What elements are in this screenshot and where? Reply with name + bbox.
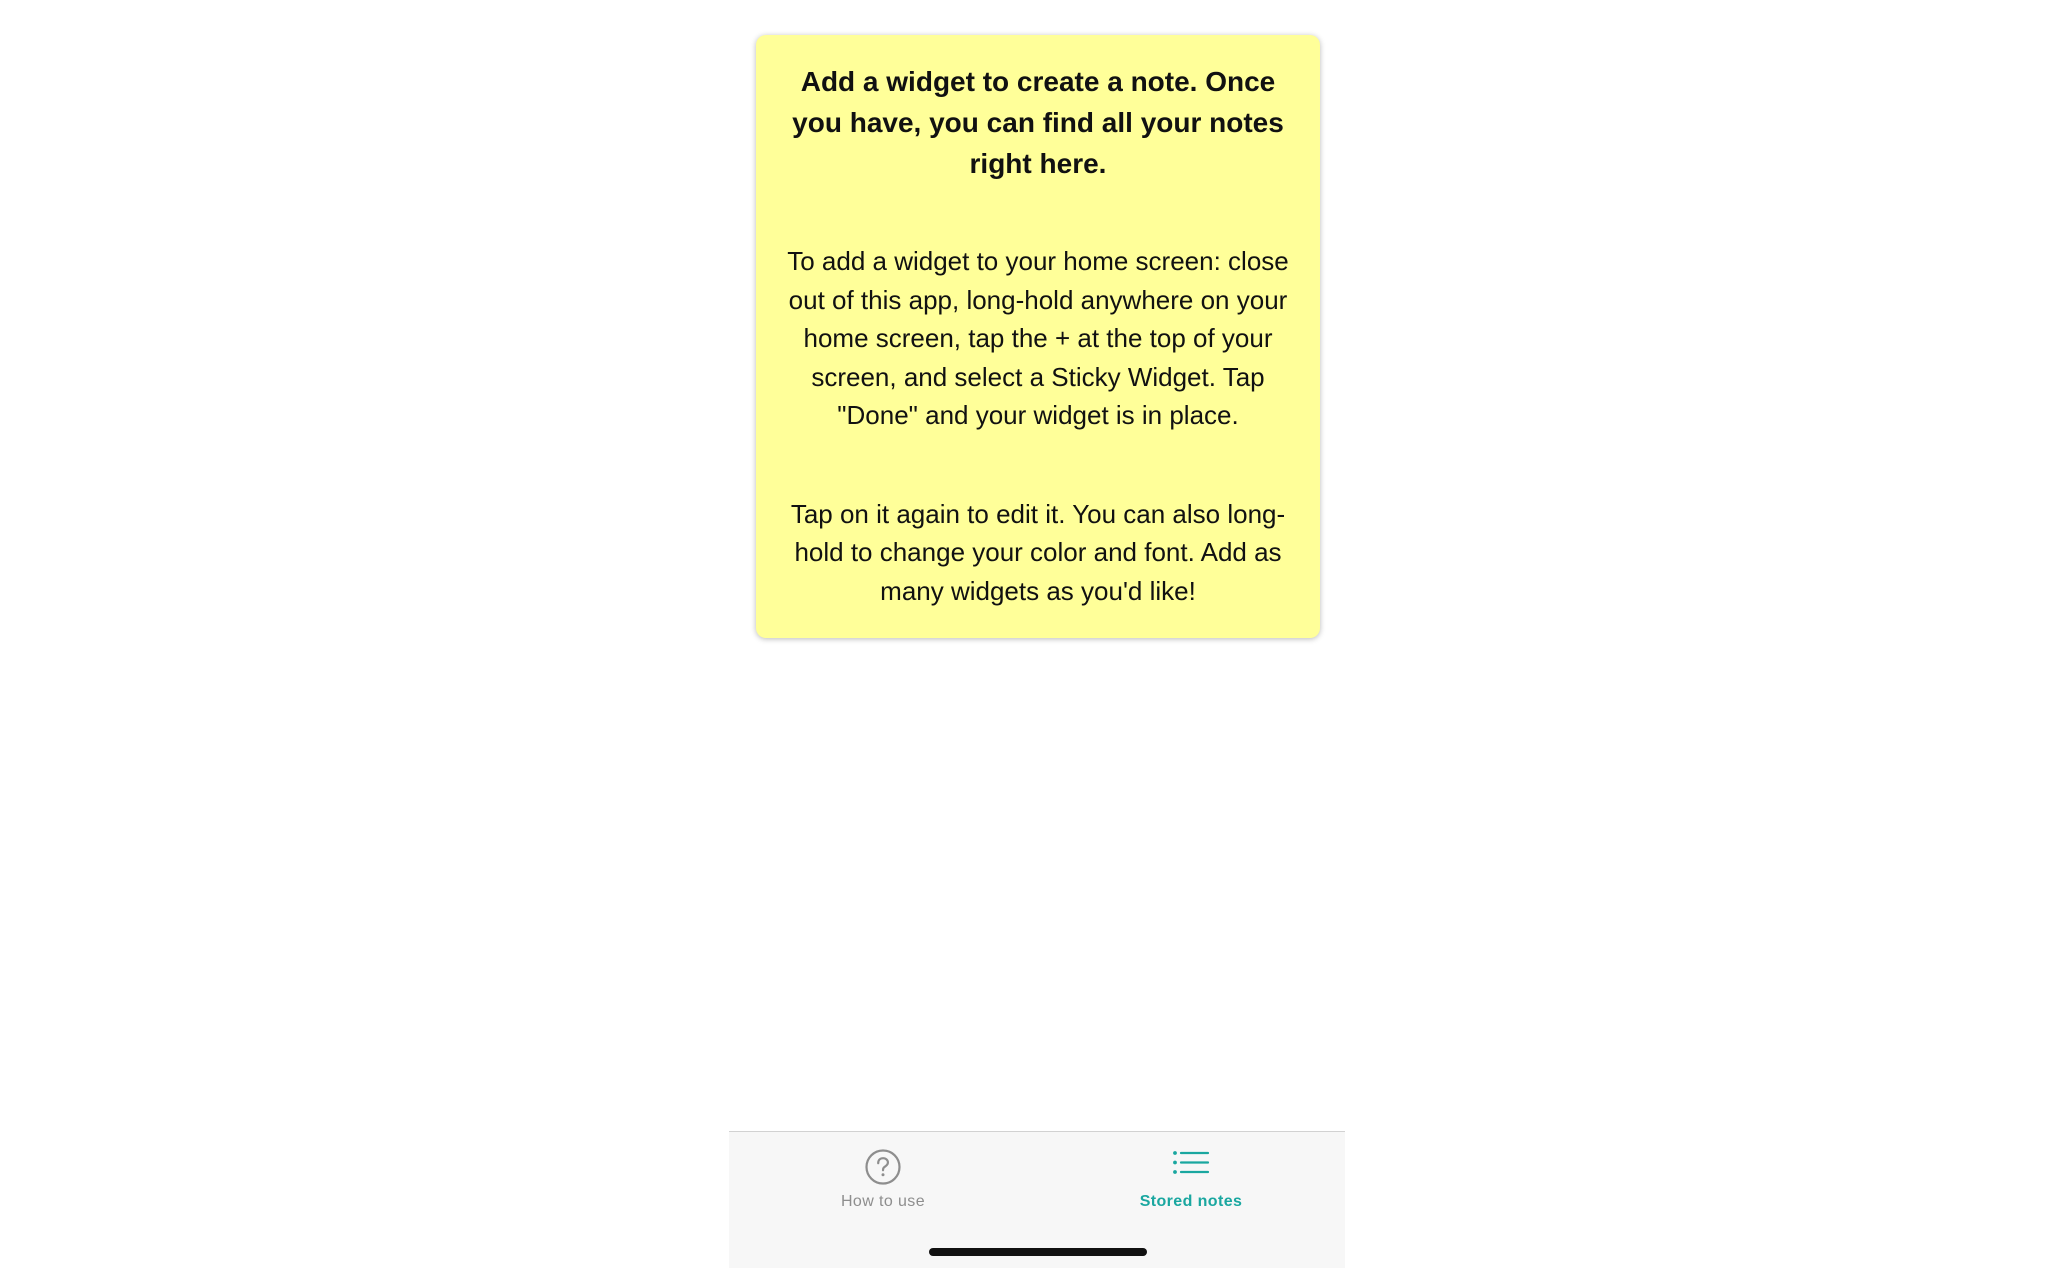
sticky-note-card[interactable]: [756, 35, 1320, 638]
note-tips-paragraph: Tap on it again to edit it. You can also long-hold to change your color and font. Add as many widgets as you'd like!: [790, 498, 1286, 606]
tab-how-to-use[interactable]: [729, 1132, 1037, 1222]
note-heading: Add a widget to create a note. Once you have, you can find all your notes right here.: [792, 66, 1284, 179]
home-indicator: [929, 1248, 1147, 1256]
list-icon: [1171, 1147, 1211, 1187]
tab-how-to-use-label: How to use: [840, 1193, 926, 1210]
tab-stored-notes-label: Stored notes: [1139, 1193, 1243, 1210]
question-circle-icon: [863, 1147, 903, 1187]
tab-stored-notes[interactable]: [1037, 1132, 1345, 1222]
note-instructions-paragraph: To add a widget to your home screen: close out of this app, long-hold anywhere on your home screen, tap the + at the top of your screen, and select a Sticky Widget. Tap "Done" and your widget is in place.: [787, 246, 1289, 430]
